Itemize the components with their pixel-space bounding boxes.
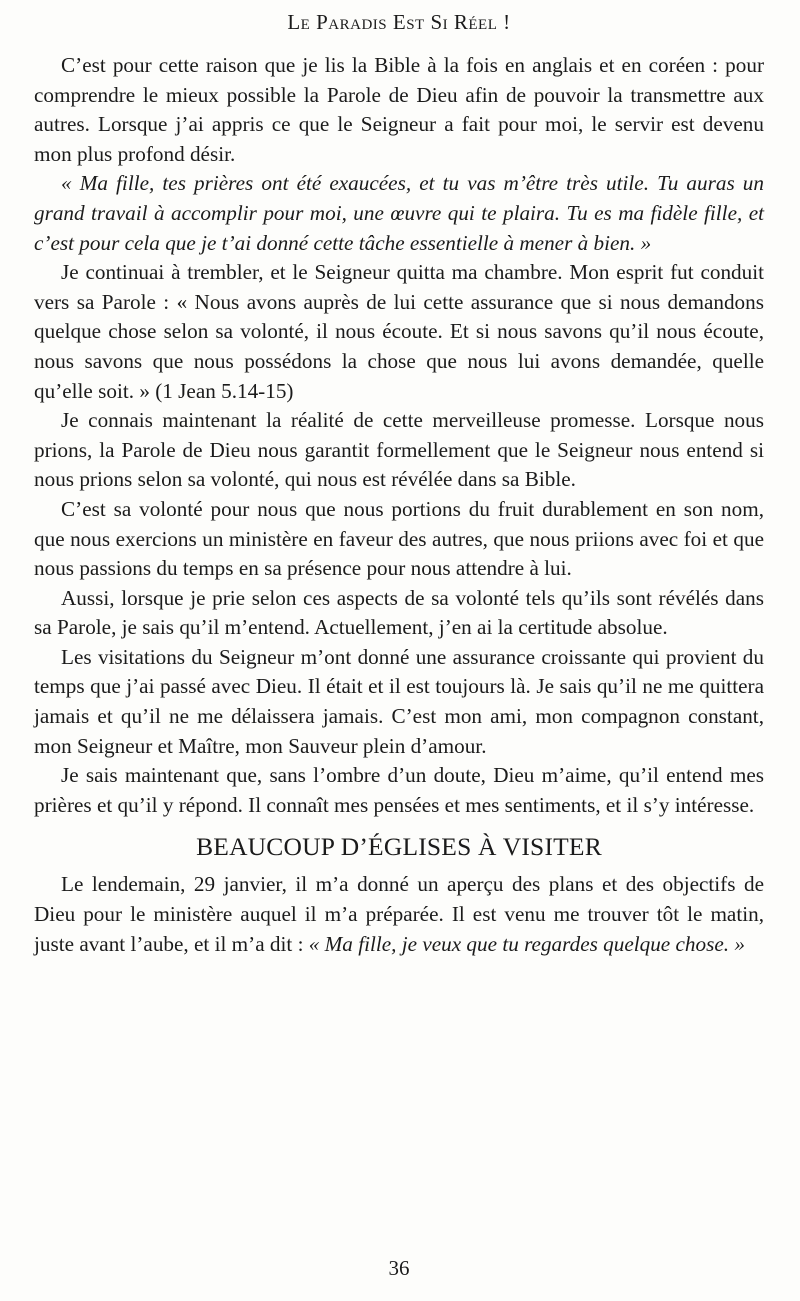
running-title: Le Paradis Est Si Réel ! [287,10,511,34]
section-title: BEAUCOUP D’ÉGLISES À VISITER [196,832,602,862]
page-number: 36 [388,1256,410,1280]
final-paragraph [34,870,764,959]
book-page [34,0,764,1280]
quote-text: « Ma fille, tes prières ont été exaucées, et tu vas m’être très utile. Tu auras un grand travail à accomplir pour moi, une œuvre qui te plaira. Tu es ma fidèle fille, et c’est pour cela que je t’ai donné cette tâche essentielle à mener à bien. » [34,171,764,255]
paragraph: Les visitations du Seigneur m’ont donné une assurance croissante qui provient du temps que j’ai passé avec Dieu. Il était et il est toujours là. Je sais qu’il ne me quittera jamais et qu’il ne me délaissera jamais. C’est mon ami, mon compagnon constant, mon Seigneur et Maître, mon Sauveur plein d’amour. [34,644,764,758]
paragraph: Aussi, lorsque je prie selon ces aspects de sa volonté tels qu’ils sont révélés dans sa Parole, je sais qu’il m’entend. Actuellement, j’en ai la certitude absolue. [34,585,764,640]
paragraph: Je sais maintenant que, sans l’ombre d’un doute, Dieu m’aime, qu’il entend mes prières et qu’il y répond. Il connaît mes pensées et mes sentiments, et il s’y intéresse. [34,763,764,817]
paragraph: Je continuai à trembler, et le Seigneur quitta ma chambre. Mon esprit fut conduit vers sa Parole : « Nous avons auprès de lui cette assurance que si nous demandons quelque chose selon sa volonté, il nous écoute. Et si nous savons qu’il nous écoute, nous savons que nous possédons la chose que nous lui avons demandée, quelle qu’elle soit. » (1 Jean 5.14-15) [34,260,764,403]
paragraph: C’est sa volonté pour nous que nous portions du fruit durablement en son nom, que nous exercions un ministère en faveur des autres, que nous priions avec foi et que nous passions du temps en sa présence pour nous attendre à lui. [34,496,764,581]
quote-paragraph [34,169,764,258]
paragraph: C’est pour cette raison que je lis la Bible à la fois en anglais et en coréen : pour comprendre le mieux possible la Parole de Dieu afin de pouvoir la transmettre aux autres. Lorsque j’ai appris ce que le Seigneur a fait pour moi, le servir est devenu mon plus profond désir. [34,53,764,166]
paragraph: Je connais maintenant la réalité de cette merveilleuse promesse. Lorsque nous prions, la Parole de Dieu nous garantit formellement que le Seigneur nous entend si nous prions selon sa volonté, qui nous est révélée dans sa Bible. [34,408,764,492]
final-quote: « Ma fille, je veux que tu regardes quelque chose. » [308,931,745,956]
final-paragraph-text: Le lendemain, 29 janvier, il m’a donné un aperçu des plans et des objectifs de Dieu pour le ministère auquel il m’a préparée. Il est venu me trouver tôt le matin, juste avant l’aube, et il m’a dit : [34,872,764,956]
